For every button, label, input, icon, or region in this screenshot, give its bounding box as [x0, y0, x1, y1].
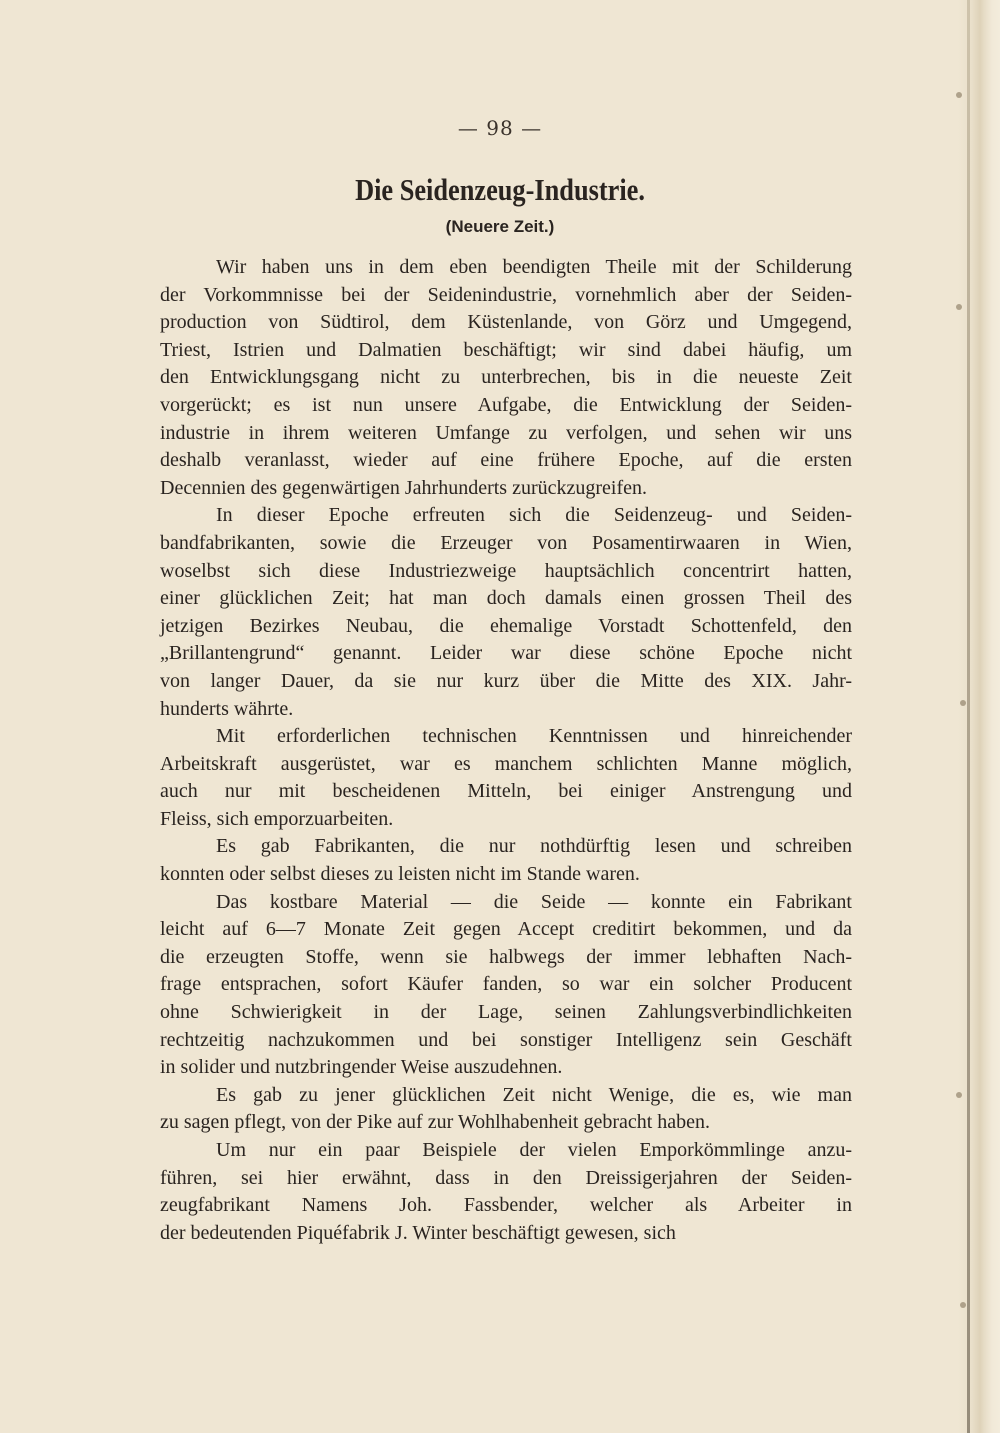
text-line: ohne Schwierigkeit in der Lage, seinen Zahlungsverbindlichkeiten — [160, 1001, 852, 1024]
text-line: Triest, Istrien und Dalmatien beschäftigt; wir sind dabei häufig, um — [160, 338, 852, 361]
edge-mark — [956, 1092, 962, 1098]
text-line: Wir haben uns in dem eben beendigten Theile mit der Schilderung — [216, 256, 852, 278]
edge-mark — [956, 92, 962, 98]
paragraph — [160, 254, 852, 502]
text-line: Decennien des gegenwärtigen Jahrhunderts zurückzugreifen. — [160, 476, 648, 499]
text-line: In dieser Epoche erfreuten sich die Seidenzeug- und Seiden- — [216, 504, 852, 527]
page-subtitle: (Neuere Zeit.) — [445, 217, 555, 236]
text-line: Das kostbare Material — die Seide — konnte ein Fabrikant — [216, 890, 852, 913]
text-line: auch nur mit bescheidenen Mitteln, bei einiger Anstrengung und — [160, 780, 852, 803]
text-line: hunderts währte. — [160, 697, 294, 720]
text-line: woselbst sich diese Industriezweige hauptsächlich concentrirt hatten, — [160, 559, 852, 582]
text-line: Es gab Fabrikanten, die nur nothdürftig lesen und schreiben — [216, 835, 852, 858]
text-line: von langer Dauer, da sie nur kurz über die Mitte des XIX. Jahr- — [160, 669, 852, 692]
text-line: vorgerückt; es ist nun unsere Aufgabe, die Entwicklung der Seiden- — [160, 393, 852, 416]
text-line: Arbeitskraft ausgerüstet, war es manchem schlichten Manne möglich, — [160, 752, 852, 775]
text-line: deshalb veranlasst, wieder auf eine frühere Epoche, auf die ersten — [160, 449, 852, 472]
text-line: Mit erforderlichen technischen Kenntnissen und hinreichender — [216, 725, 852, 748]
edge-mark — [956, 304, 962, 310]
text-line: die erzeugten Stoffe, wenn sie halbwegs der immer lebhaften Nach- — [160, 945, 852, 968]
edge-mark — [960, 1302, 966, 1308]
text-line: leicht auf 6—7 Monate Zeit gegen Accept creditirt bekommen, und da — [160, 918, 852, 941]
text-line: bandfabrikanten, sowie die Erzeuger von Posamentirwaaren in Wien, — [160, 531, 852, 554]
text-line: der bedeutenden Piquéfabrik J. Winter beschäftigt gewesen, sich — [160, 1221, 676, 1244]
text-line: jetzigen Bezirkes Neubau, die ehemalige Vorstadt Schottenfeld, den — [160, 614, 852, 637]
page-title: Die Seidenzeug-Industrie. — [355, 172, 645, 207]
text-line: „Brillantengrund“ genannt. Leider war diese schöne Epoche nicht — [160, 642, 852, 665]
page-number: — 98 — — [457, 116, 543, 140]
text-line: den Entwicklungsgang nicht zu unterbrechen, bis in die neueste Zeit — [160, 366, 852, 389]
binding-line — [967, 0, 970, 1433]
text-line: zeugfabrikant Namens Joh. Fassbender, welcher als Arbeiter in — [160, 1194, 852, 1217]
body-text — [160, 254, 852, 1247]
text-line: führen, sei hier erwähnt, dass in den Dreissigerjahren der Seiden- — [160, 1166, 852, 1189]
text-line: Es gab zu jener glücklichen Zeit nicht Wenige, die es, wie man — [216, 1083, 852, 1106]
paragraph — [160, 1082, 852, 1137]
text-line: industrie in ihrem weiteren Umfange zu verfolgen, und sehen wir uns — [160, 421, 852, 444]
text-line: rechtzeitig nachzukommen und bei sonstiger Intelligenz sein Geschäft — [160, 1028, 852, 1051]
text-line: Um nur ein paar Beispiele der vielen Emporkömmlinge anzu- — [216, 1139, 852, 1161]
text-line: production von Südtirol, dem Küstenlande, von Görz und Umgegend, — [160, 311, 852, 334]
text-line: einer glücklichen Zeit; hat man doch damals einen grossen Theil des — [160, 587, 852, 610]
edge-mark — [960, 700, 966, 706]
text-line: konnten oder selbst dieses zu leisten nicht im Stande waren. — [160, 863, 640, 886]
page-edge — [958, 0, 1000, 1433]
text-line: der Vorkommnisse bei der Seidenindustrie, vornehmlich aber der Seiden- — [160, 283, 852, 306]
paragraph — [160, 889, 852, 1082]
text-line: Fleiss, sich emporzuarbeiten. — [160, 807, 394, 830]
paragraph — [160, 723, 852, 833]
text-line: frage entsprachen, sofort Käufer fanden, so war ein solcher Producent — [160, 973, 852, 996]
paragraph — [160, 502, 852, 723]
text-line: in solider und nutzbringender Weise auszudehnen. — [160, 1056, 563, 1079]
paragraph — [160, 1137, 852, 1247]
text-line: zu sagen pflegt, von der Pike auf zur Wohlhabenheit gebracht haben. — [160, 1111, 711, 1134]
paragraph — [160, 833, 852, 888]
